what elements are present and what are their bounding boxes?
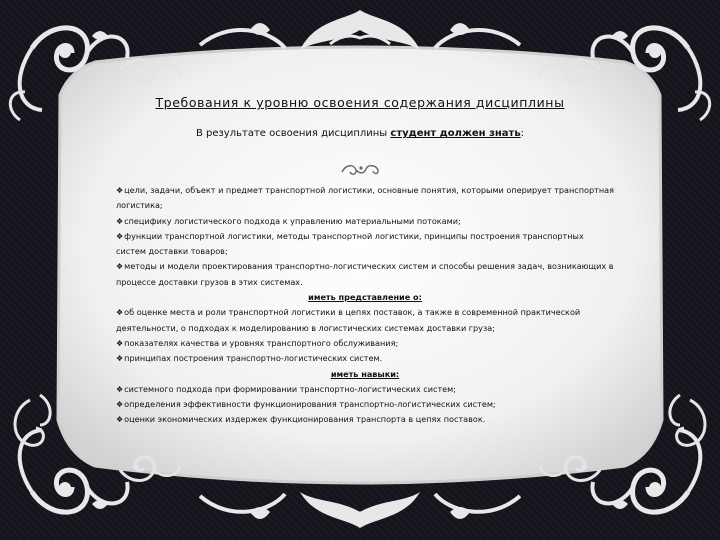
- list-item-skill-2: ❖определения эффективности функционирования транспортно-логистических систем;: [116, 399, 496, 410]
- intro-suffix: :: [520, 128, 525, 139]
- intro-prefix: В результате освоения дисциплины: [195, 128, 391, 139]
- bullet-icon: ❖: [116, 262, 124, 272]
- slide-title: Требования к уровню освоения содержания дисциплины: [155, 95, 565, 110]
- intro-line: [60, 128, 660, 139]
- list-item-know-1: ❖цели, задачи, объект и предмет транспортной логистики, основные понятия, которыми оперирует транспортная логистика;: [116, 185, 614, 211]
- bullet-icon: ❖: [116, 186, 124, 195]
- divider-ornament-icon: [338, 160, 382, 180]
- list-item-skill-1: ❖системного подхода при формировании транспортно-логистических систем;: [116, 383, 456, 394]
- intro-emphasis: студент должен знать: [390, 128, 521, 139]
- list-item-know-4: ❖методы и модели проектирования транспортно-логистических систем и способы решения задач, возникающих в процессе доставки грузов в этих системах.: [116, 261, 614, 287]
- list-item-skill-3: ❖оценки экономических издержек функционирования транспорта в цепях поставок.: [116, 414, 486, 425]
- section-heading-idea: иметь представление о:: [308, 292, 422, 303]
- bullet-icon: ❖: [116, 231, 124, 241]
- list-item-idea-2: ❖показателях качества и уровнях транспортного обслуживания;: [116, 337, 399, 348]
- requirements-body: [116, 183, 614, 428]
- bullet-icon: ❖: [116, 415, 124, 425]
- list-item-know-2: ❖специфику логистического подхода к управлению материальными потоками;: [116, 215, 461, 226]
- list-item-know-3: ❖функции транспортной логистики, методы транспортной логистики, принципы построения транспортных систем доставки товаров;: [116, 230, 584, 257]
- bullet-icon: ❖: [116, 384, 124, 394]
- bullet-icon: ❖: [116, 354, 124, 364]
- bullet-icon: ❖: [116, 216, 124, 226]
- list-item-idea-1: ❖об оценке места и роли транспортной логистики в цепях поставок, а также в современной практической деятельности, о подходах к моделированию в логистических системах доставки груза;: [116, 307, 581, 333]
- section-heading-skills: иметь навыки:: [330, 368, 400, 379]
- list-item-idea-3: ❖принципах построения транспортно-логистических систем.: [116, 353, 383, 364]
- bullet-icon: ❖: [116, 308, 124, 318]
- bullet-icon: ❖: [116, 400, 124, 410]
- bullet-icon: ❖: [116, 338, 124, 348]
